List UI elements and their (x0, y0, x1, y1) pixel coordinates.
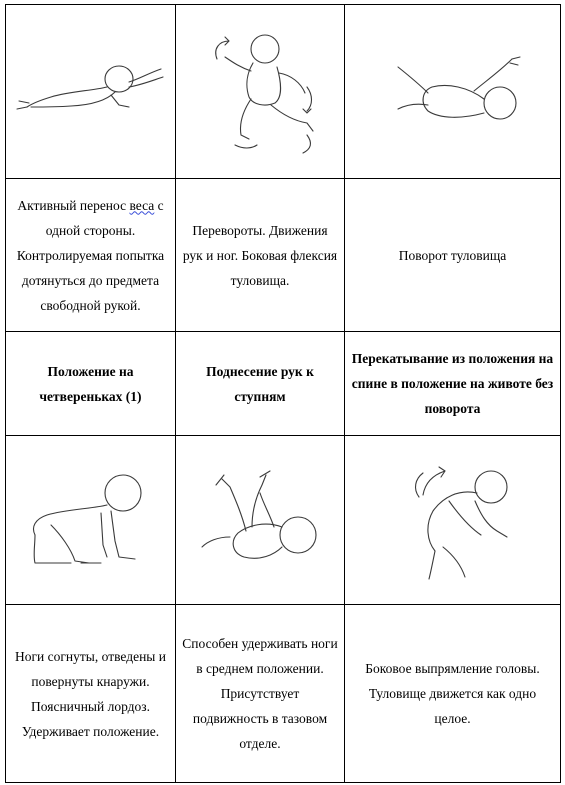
text-part: с одной стороны. Контролируемая попытка дотянуться до предмета свободной рукой. (16, 197, 165, 313)
baby-on-all-fours-illustration (11, 465, 171, 575)
description-row-1 (6, 179, 561, 332)
baby-rolling-over-illustration (383, 455, 523, 585)
cell-text-weight-shift (6, 179, 176, 332)
heading-row (6, 332, 561, 436)
baby-prone-reaching-illustration (11, 57, 171, 127)
cell-text-rolling-over: Боковое выпрямление головы. Туловище движется как одно целое. (345, 605, 561, 783)
illustration-row-2 (6, 436, 561, 605)
heading-rolling-over: Перекатывание из положения на спине в положение на животе без поворота (345, 332, 561, 436)
cell-image-rolling-over (345, 436, 561, 605)
illustration-row-1 (6, 5, 561, 179)
baby-rolling-arrows-illustration (195, 27, 325, 157)
development-table (5, 4, 561, 783)
text-part: Активный перенос (17, 197, 130, 213)
baby-hands-to-feet-illustration (190, 465, 330, 575)
cell-image-all-fours (6, 436, 176, 605)
cell-text-trunk-rotation: Поворот туловища (345, 179, 561, 332)
cell-image-prone-reaching (6, 5, 176, 179)
cell-text-rolling: Перевороты. Движения рук и ног. Боковая флексия туловища. (176, 179, 345, 332)
description-row-2 (6, 605, 561, 783)
cell-text-hands-to-feet: Способен удерживать ноги в среднем положении. Присутствует подвижность в тазовом отделе. (176, 605, 345, 783)
cell-image-rolling-arrows (176, 5, 345, 179)
baby-trunk-rotation-illustration (378, 47, 528, 137)
misspelled-word: веса (129, 197, 155, 213)
cell-image-trunk-rotation (345, 5, 561, 179)
heading-all-fours: Положение на четвереньках (1) (6, 332, 176, 436)
cell-image-hands-to-feet (176, 436, 345, 605)
heading-hands-to-feet: Поднесение рук к ступням (176, 332, 345, 436)
cell-text-all-fours: Ноги согнуты, отведены и повернуты кнаружи. Поясничный лордоз. Удерживает положение. (6, 605, 176, 783)
